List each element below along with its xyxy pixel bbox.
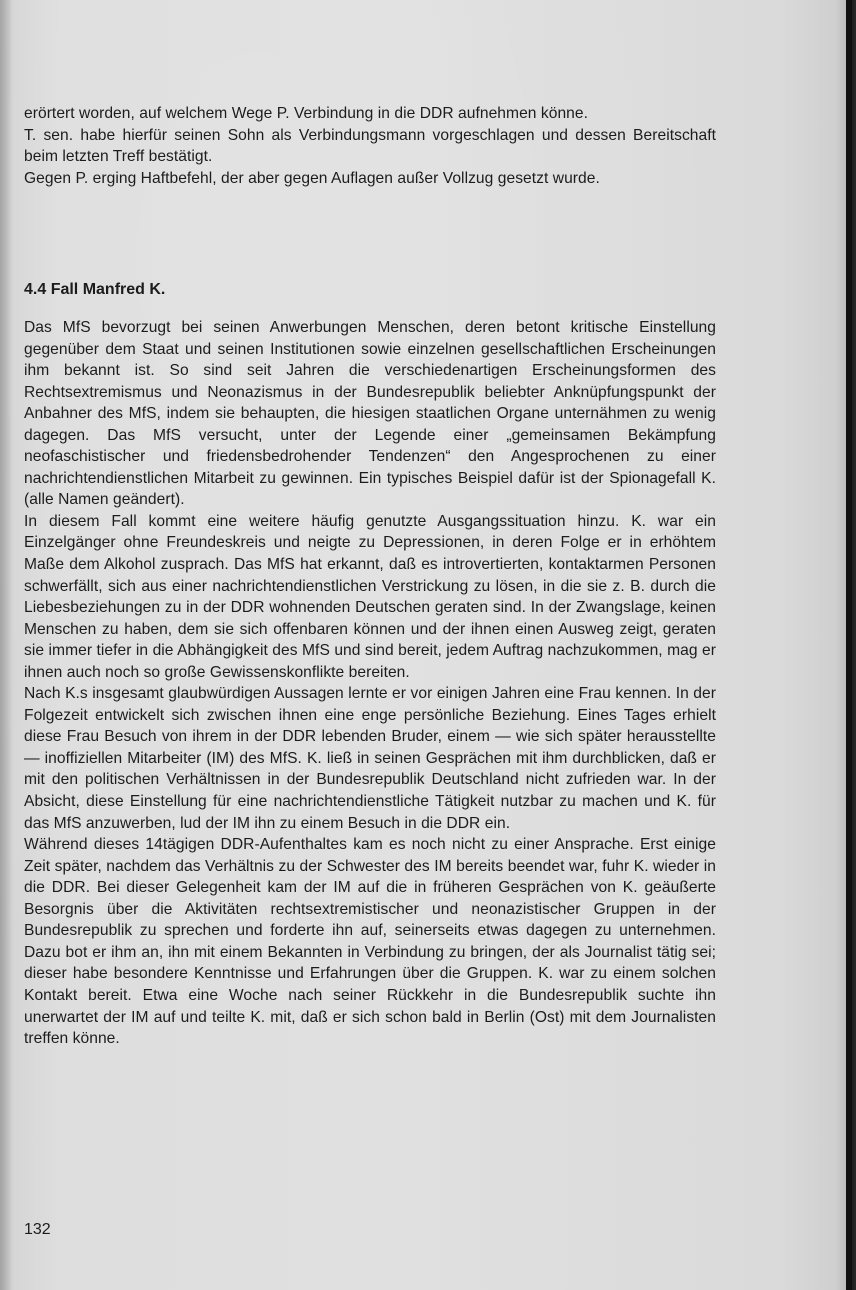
gutter-shadow <box>0 0 12 1290</box>
continued-text <box>24 103 716 189</box>
page-number: 132 <box>24 1221 51 1238</box>
section-body <box>24 317 716 1050</box>
paragraph: erörtert worden, auf welchem Wege P. Verbindung in die DDR aufnehmen könne. <box>24 105 589 122</box>
paragraph: In diesem Fall kommt eine weitere häufig genutzte Ausgangssituation hinzu. K. war ein Einzelgänger ohne Freundeskreis und neigte zu Depressionen, in deren Folge er in erhöhtem Maße dem Alkohol zusprach. Das MfS hat erkannt, daß es introvertierten, kontaktarmen Personen schwerfällt, sich aus einer nachrichtendienstlichen Verstrickung zu lösen, in die sie z. B. durch die Liebesbeziehungen zu in der DDR wohnenden Deutschen geraten sind. In der Zwangslage, keinen Menschen zu haben, dem sie sich offenbaren können und der ihnen einen Ausweg zeigt, geraten sie immer tiefer in die Abhängigkeit des MfS und sind bereit, jedem Auftrag nachzukommen, mag er ihnen auch noch so große Gewissenskonflikte bereiten. <box>24 512 716 681</box>
paragraph: T. sen. habe hierfür seinen Sohn als Verbindungsmann vorgeschlagen und dessen Bereitschaft beim letzten Treff bestätigt. <box>24 126 716 166</box>
paragraph: Nach K.s insgesamt glaubwürdigen Aussagen lernte er vor einigen Jahren eine Frau kennen. In der Folgezeit entwickelt sich zwischen ihnen eine enge persönliche Beziehung. Eines Tages erhielt diese Frau Besuch von ihrem in der DDR lebenden Bruder, einem — wie sich später herausstellte — inoffiziellen Mitarbeiter (IM) des MfS. K. ließ in seinen Gesprächen mit ihm durchblicken, daß er mit den politischen Verhältnissen in der Bundesrepublik Deutschland nicht zufrieden war. In der Absicht, diese Einstellung für eine nachrichtendienstliche Tätigkeit nutzbar zu machen und K. für das MfS anzuwerben, lud der IM ihn zu einem Besuch in die DDR ein. <box>24 685 716 832</box>
paragraph: Gegen P. erging Haftbefehl, der aber gegen Auflagen außer Vollzug gesetzt wurde. <box>24 169 600 187</box>
page-edge <box>846 0 852 1290</box>
paragraph: Das MfS bevorzugt bei seinen Anwerbungen Menschen, deren betont kritische Einstellung gegenüber dem Staat und seinen Institutionen sowie einzelnen gesellschaftlichen Erscheinungen ihm bekannt ist. So sind seit Jahren die verschiedenartigen Erscheinungsformen des Rechtsextremismus und Neonazismus in der Bundesrepublik beliebter Anknüpfungspunkt der Anbahner des MfS, indem sie behaupten, die hiesigen staatlichen Organe unternähmen zu wenig dagegen. Das MfS versucht, unter der Legende einer „gemeinsamen Bekämpfung neofaschistischer und friedensbedrohender Tendenzen“ den Angesprochenen zu einer nachrichtendienstlichen Mitarbeit zu gewinnen. Ein typisches Beispiel dafür ist der Spionagefall K. (alle Namen geändert). <box>24 319 716 509</box>
paragraph: Während dieses 14tägigen DDR-Aufenthaltes kam es noch nicht zu einer Ansprache. Erst einige Zeit später, nachdem das Verhältnis zu der Schwester des IM bereits beendet war, fuhr K. wieder in die DDR. Bei dieser Gelegenheit kam der IM auf die in früheren Gesprächen von K. geäußerte Besorgnis über die Aktivitäten rechtsextremistischer und neonazistischer Gruppen in der Bundesrepublik zu sprechen und forderte ihn auf, seinerseits etwas dagegen zu unternehmen. Dazu bot er ihm an, ihn mit einem Bekannten in Verbindung zu bringen, der als Journalist tätig sei; dieser habe besondere Kenntnisse und Erfahrungen über die Gruppen. K. war zu einem solchen Kontakt bereit. Etwa eine Woche nach seiner Rückkehr in die Bundesrepublik suchte ihn unerwartet der IM auf und teilte K. mit, daß er sich schon bald in Berlin (Ost) mit dem Journalisten treffen könne. <box>24 836 716 1048</box>
section-heading: 4.4 Fall Manfred K. <box>24 281 166 298</box>
